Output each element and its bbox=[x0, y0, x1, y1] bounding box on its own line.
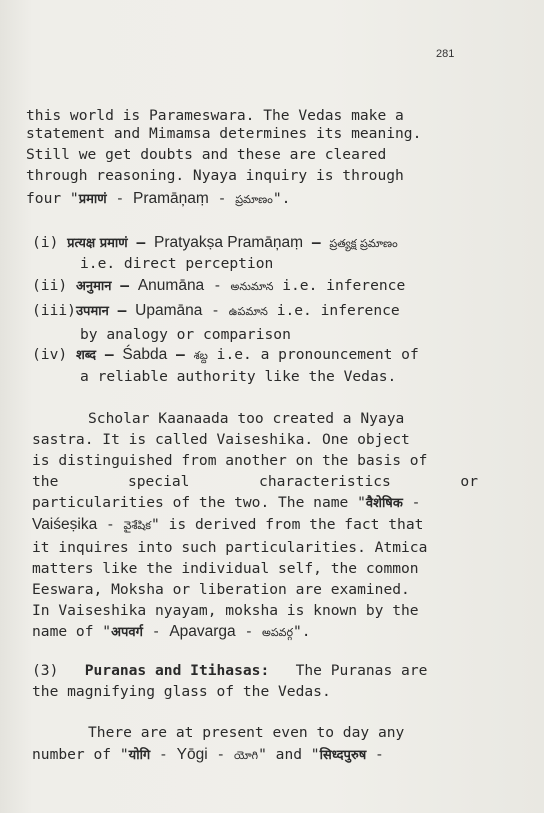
telugu-term: అనుమాన bbox=[230, 280, 274, 293]
text-fragment: " and " bbox=[258, 746, 320, 763]
text-fragment: – bbox=[303, 234, 330, 251]
telugu-term: ప్రమాణం bbox=[235, 193, 273, 206]
list-number: (i) bbox=[32, 234, 59, 251]
para2-line4 bbox=[32, 473, 478, 491]
section3-heading-line bbox=[32, 662, 427, 680]
section3-line2: the magnifying glass of the Vedas. bbox=[32, 683, 331, 700]
list-item-iv-continuation: a reliable authority like the Vedas. bbox=[80, 368, 397, 385]
para2-line1: Scholar Kaanaada too created a Nyaya bbox=[88, 410, 405, 427]
list-item-iii-continuation: by analogy or comparison bbox=[80, 326, 291, 343]
transliteration-term: Śabda bbox=[122, 346, 168, 363]
text-fragment: four " bbox=[26, 190, 79, 207]
list-item-iii: (iii)उपमान – Upamāna - ఉపమాన i.e. inference bbox=[32, 302, 400, 319]
text-fragment: number of " bbox=[32, 746, 129, 763]
para2-line10: In Vaiseshika nyayam, moksha is known by the bbox=[32, 602, 419, 619]
para1-line2: statement and Mimamsa determines its meaning. bbox=[26, 125, 422, 142]
word: characteristics bbox=[259, 473, 391, 490]
section-number: (3) bbox=[32, 662, 59, 679]
telugu-term: ప్రత్యక్ష ప్రమాణం bbox=[329, 237, 398, 250]
devanagari-term: अनुमान bbox=[75, 279, 112, 294]
text-fragment: - bbox=[402, 494, 421, 511]
list-item-i bbox=[32, 234, 398, 253]
devanagari-term: प्रत्यक्ष प्रमाणं bbox=[67, 236, 128, 251]
list-number: (iii) bbox=[32, 302, 76, 319]
para1-line3: Still we get doubts and these are cleared bbox=[26, 146, 387, 163]
text-fragment: i.e. inference bbox=[267, 302, 400, 319]
list-number: (iv) bbox=[32, 346, 68, 363]
text-fragment: ". bbox=[272, 190, 291, 207]
transliteration-term: Vaiśeṣika bbox=[32, 516, 98, 533]
section-heading: Puranas and Itihasas: bbox=[84, 662, 270, 679]
devanagari-term: सिध्दपुरुष bbox=[319, 748, 367, 763]
text-fragment: i.e. a pronouncement of bbox=[207, 346, 419, 363]
text-fragment: - bbox=[150, 746, 177, 763]
telugu-term: ఉపమాన bbox=[228, 305, 268, 318]
telugu-term: శబ్ద bbox=[193, 349, 208, 362]
para4-line2 bbox=[32, 746, 384, 765]
devanagari-term: वैशेषिक bbox=[365, 496, 403, 511]
transliteration-term: Apavarga bbox=[169, 623, 236, 640]
transliteration-term: Anumāna bbox=[137, 277, 205, 294]
text-fragment: - bbox=[235, 623, 263, 640]
text-fragment: - bbox=[207, 746, 234, 763]
devanagari-term: प्रमाणं bbox=[78, 192, 107, 207]
text-fragment: The Puranas are bbox=[295, 662, 428, 679]
para2-line3: is distinguished from another on the basis of bbox=[32, 452, 428, 469]
para2-line2: sastra. It is called Vaiseshika. One object bbox=[32, 431, 410, 448]
devanagari-term: शब्द bbox=[75, 348, 97, 363]
transliteration-term: Yōgi bbox=[176, 746, 208, 763]
para2-line11 bbox=[32, 623, 311, 642]
text-fragment: ". bbox=[293, 623, 311, 640]
page-number: 281 bbox=[436, 48, 455, 60]
transliteration-term: Pramāņaṃ bbox=[133, 190, 209, 207]
text-fragment: - bbox=[97, 516, 124, 533]
word: special bbox=[127, 473, 190, 490]
transliteration-term: Upamāna bbox=[135, 302, 203, 319]
para4-line1: There are at present even to day any bbox=[88, 724, 405, 741]
telugu-term: వైశేషిక bbox=[123, 519, 152, 532]
word: the bbox=[32, 473, 59, 490]
devanagari-term: उपमान bbox=[75, 304, 109, 319]
transliteration-term: Pratyakṣa Pramāņaṃ bbox=[154, 234, 304, 251]
list-item-ii: (ii) अनुमान – Anumāna - అనుమాన i.e. inference bbox=[32, 277, 406, 294]
text-fragment: - bbox=[142, 623, 170, 640]
devanagari-term: अपवर्ग bbox=[111, 625, 143, 640]
devanagari-term: योगि bbox=[128, 748, 151, 763]
para2-line8: matters like the individual self, the common bbox=[32, 560, 419, 577]
text-fragment: – bbox=[127, 234, 155, 251]
para2-line5 bbox=[32, 494, 420, 513]
text-fragment: " is derived from the fact that bbox=[151, 516, 424, 533]
list-item-i-continuation: i.e. direct perception bbox=[80, 255, 274, 272]
list-item-iv: (iv) शब्द – Śabda – శబ్ద i.e. a pronouncement of bbox=[32, 346, 419, 363]
para1-line4: through reasoning. Nyaya inquiry is through bbox=[26, 167, 404, 184]
para2-line9: Eeswara, Moksha or liberation are examined. bbox=[32, 581, 410, 598]
text-fragment: name of " bbox=[32, 623, 112, 640]
word: or bbox=[460, 473, 478, 490]
text-fragment: - bbox=[208, 190, 236, 207]
para1-line5 bbox=[26, 190, 290, 209]
para1-line1: this world is Parameswara. The Vedas make a bbox=[26, 107, 404, 124]
text-fragment: - bbox=[366, 746, 384, 763]
para2-line6 bbox=[32, 516, 423, 535]
text-fragment: - bbox=[106, 190, 134, 207]
para2-line7: it inquires into such particularities. Atmica bbox=[32, 539, 428, 556]
text-fragment: i.e. inference bbox=[273, 277, 406, 294]
list-number: (ii) bbox=[32, 277, 68, 294]
telugu-term: అపవర్గ bbox=[262, 626, 293, 639]
telugu-term: యోగి bbox=[234, 749, 259, 762]
text-fragment: particularities of the two. The name " bbox=[32, 494, 366, 511]
